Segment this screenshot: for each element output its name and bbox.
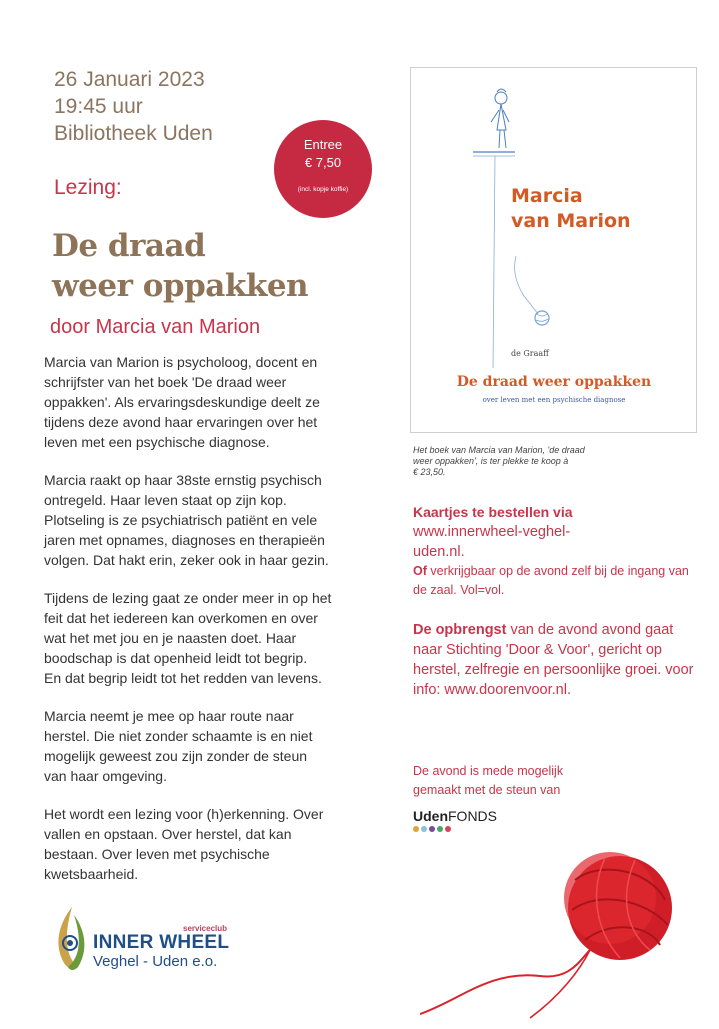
book-author-line-2: van Marion [511,210,631,232]
entree-badge [274,120,372,218]
event-location: Bibliotheek Uden [54,122,213,145]
proceeds-rest: van de avond avond gaat naar Stichting 'Door & Voor', gericht op herstel, zelfregie en persoonlijke groei. voor info: www.doorenvoor.nl. [413,622,694,698]
book-title: De draad weer oppakken [456,374,652,390]
badge-price: € 7,50 [304,155,342,170]
tickets-info [413,502,698,600]
support-text: De avond is mede mogelijk gemaakt met de steun van [413,764,564,797]
paragraph: Tijdens de lezing gaat ze onder meer in op het feit dat het iedereen kan overkomen en over wat het met jou en je naasten doet. Haar boodschap is dat openheid leidt tot begrip. En dat begrip leidt tot het redden van levens. [44,590,332,686]
logo-name: INNER WHEEL [93,932,230,953]
badge-note: (incl. kopje koffie) [297,186,349,193]
logo-serviceclub: serviceclub [183,924,228,933]
book-author-line-1: Marcia [511,185,583,207]
lecture-label: Lezing: [54,176,122,199]
book-cover [410,67,697,433]
book-author [511,184,631,234]
tickets-alt-strong: Of [413,564,427,578]
yarn-illustration [420,800,710,1024]
paragraph: Marcia van Marion is psycholoog, docent en schrijfster van het boek 'De draad weer oppakken'. Als ervaringsdeskundige deelt ze tijdens deze avond haar ervaringen over het leven met een psychische diagnose. [44,354,320,450]
byline: door Marcia van Marion [50,316,261,338]
badge-label: Entree [303,137,343,152]
inner-wheel-emblem-icon [52,905,92,975]
sponsor-bold: Uden [413,808,448,824]
sponsor-rest: FONDS [448,808,497,824]
inner-wheel-logo [52,905,252,975]
title-line-1: De draad [52,228,206,264]
tickets-url[interactable]: www.innerwheel-veghel- uden.nl. [413,524,571,560]
paragraph: Het wordt een lezing voor (h)erkenning. Over vallen en opstaan. Over herstel, dat kan bestaan. Over leven met psychische kwetsbaarheid. [44,806,324,882]
sponsor-dot [413,826,419,832]
event-date: 26 Januari 2023 [54,68,205,91]
proceeds-info [413,620,703,700]
body-text [44,352,389,902]
tickets-alt-rest: verkrijgbaar op de avond zelf bij de ingang van de zaal. Vol=vol. [413,564,689,597]
tickets-heading: Kaartjes te bestellen via [413,504,573,520]
book-subtitle: over leven met een psychische diagnose [482,396,626,404]
title-line-2: weer oppakken [52,268,309,304]
tickets-alternative [413,562,698,600]
paragraph: Marcia neemt je mee op haar route naar herstel. Die niet zonder schaamte is en niet mogelijk geweest zou zijn zonder de steun van haar omgeving. [44,708,313,784]
book-publisher: de Graaff [511,349,549,358]
logo-sub: Veghel - Uden e.o. [93,953,218,970]
proceeds-strong: De opbrengst [413,622,507,638]
book-caption: Het boek van Marcia van Marion, 'de draad weer oppakken', is ter plekke te koop à € 23,50. [413,445,585,477]
page-title [52,226,308,306]
paragraph: Marcia raakt op haar 38ste ernstig psychisch ontregeld. Haar leven staat op zijn kop. Plotseling is ze psychiatrisch patiënt en vele jaren met opnames, diagnoses en therapieën volgen. Dat hakt erin, zeker ook in haar gezin. [44,472,329,568]
yarn-ball-image [420,800,710,1024]
event-time: 19:45 uur [54,95,143,118]
event-info [54,66,213,147]
